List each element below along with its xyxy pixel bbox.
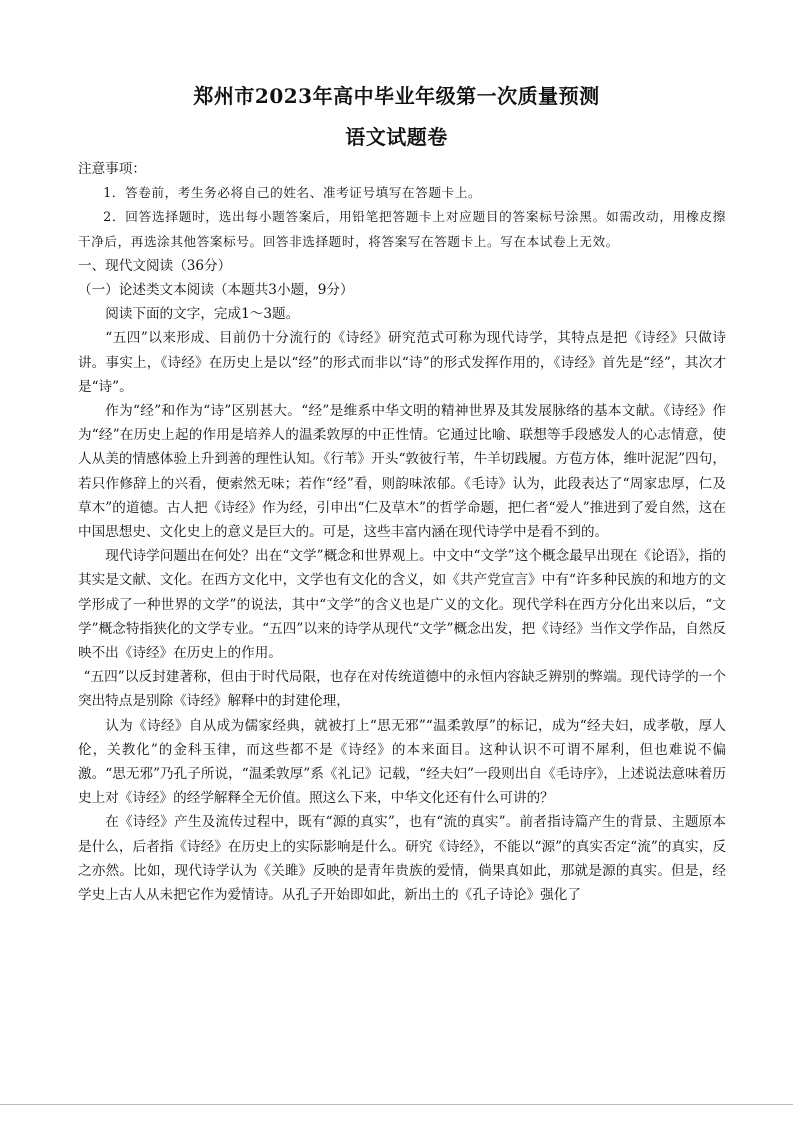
section-heading: 一、现代文阅读（36分） [78,257,232,274]
passage-paragraph-2: 作为“经”和作为“诗”区别甚大。“经”是维系中华文明的精神世界及其发展脉络的基本文献。《诗经》作为“经”在历史上起的作用是培养人的温柔敦厚的中正性情。它通过比喻、联想等手段感发人的心志情意，使人从美的情感体验上升到善的理性认知。《行苇》开头“敦彼行苇，牛羊切践履。方苞方体，维叶泥泥”四句，若只作修辞上的兴看，便索然无味；若作“经”看，则韵味浓郁。《毛诗》认为，此段表达了“周家忠厚，仁及草木”的道德。古人把《诗经》作为经，引申出“仁及草木”的哲学命题，把仁者“爱人”推进到了爱自然，这在中国思想史、文化史上的意义是巨大的。可是，这些丰富内涵在现代诗学中是看不到的。 [78,403,726,541]
exam-subtitle: 语文试题卷 [345,125,448,149]
exam-body [78,157,726,907]
passage-paragraph-6: 在《诗经》产生及流传过程中，既有“源的真实”，也有“流的真实”。前者指诗篇产生的背景、主题原本是什么，后者指《诗经》在历史上的实际影响是什么。研究《诗经》，不能以“源”的真实否定“流”的真实，反之亦然。比如，现代诗学认为《关雎》反映的是青年贵族的爱情，倘果真如此，那就是源的真实。但是，经学史上古人从未把它作为爱情诗。从孔子开始即如此，新出土的《孔子诗论》强化了 [78,814,726,904]
exam-title: 郑州市2023年高中毕业年级第一次质量预测 [193,84,600,108]
page-bottom-divider [0,1104,793,1105]
passage-paragraph-3: 现代诗学问题出在何处？出在“文学”概念和世界观上。中文中“文学”这个概念最早出现在《论语》，指的其实是文献、文化。在西方文化中，文学也有文化的含义，如《共产党宣言》中有“许多种民族的和地方的文学形成了一种世界的文学”的说法，其中“文学”的含义也是广义的文化。现代学科在西方分化出来以后，“文学”概念特指狭化的文学专业。“五四”以来的诗学从现代“文学”概念出发，把《诗经》当作文学作品，自然反映不出《诗经》在历史上的作用。 [78,548,726,662]
passage-paragraph-5: 认为《诗经》自从成为儒家经典，就被打上“思无邪”“温柔敦厚”的标记，成为“经夫妇，成孝敬，厚人伦，关教化”的金科玉律，而这些都不是《诗经》的本来面目。这种认识不可谓不犀利，但也难说不偏激。“思无邪”乃孔子所说，“温柔敦厚”系《礼记》记载，“经夫妇”一段则出自《毛诗序》，上述说法意味着历史上对《诗经》的经学解释全无价值。照这么下来，中华文化还有什么可讲的？ [78,717,726,807]
section-subheading: （一）论述类文本阅读（本题共3小题，9分） [78,282,354,299]
reading-instruction: 阅读下面的文字，完成1～3题。 [105,306,300,323]
notice-item-1: 1．答卷前，考生务必将自己的姓名、准考证号填写在答题卡上。 [103,185,482,201]
passage-paragraph-4: “五四”以反封建著称，但由于时代局限，也存在对传统道德中的永恒内容缺乏辨别的弊端。现代诗学的一个突出特点是别除《诗经》解释中的封建伦理， [78,669,726,710]
notice-heading: 注意事项： [78,161,146,177]
notice-item-2: 2．回答选择题时，选出每小题答案后，用铅笔把答题卡上对应题目的答案标号涂黑。如需改动，用橡皮擦干净后，再选涂其他答案标号。回答非选择题时，将答案写在答题卡上。写在本试卷上无效。 [78,209,726,249]
passage-paragraph-1: “五四”以来形成、目前仍十分流行的《诗经》研究范式可称为现代诗学，其特点是把《诗经》只做诗讲。事实上，《诗经》在历史上是以“经”的形式而非以“诗”的形式发挥作用的，《诗经》首先是“经”，其次才是“诗”。 [78,330,726,395]
